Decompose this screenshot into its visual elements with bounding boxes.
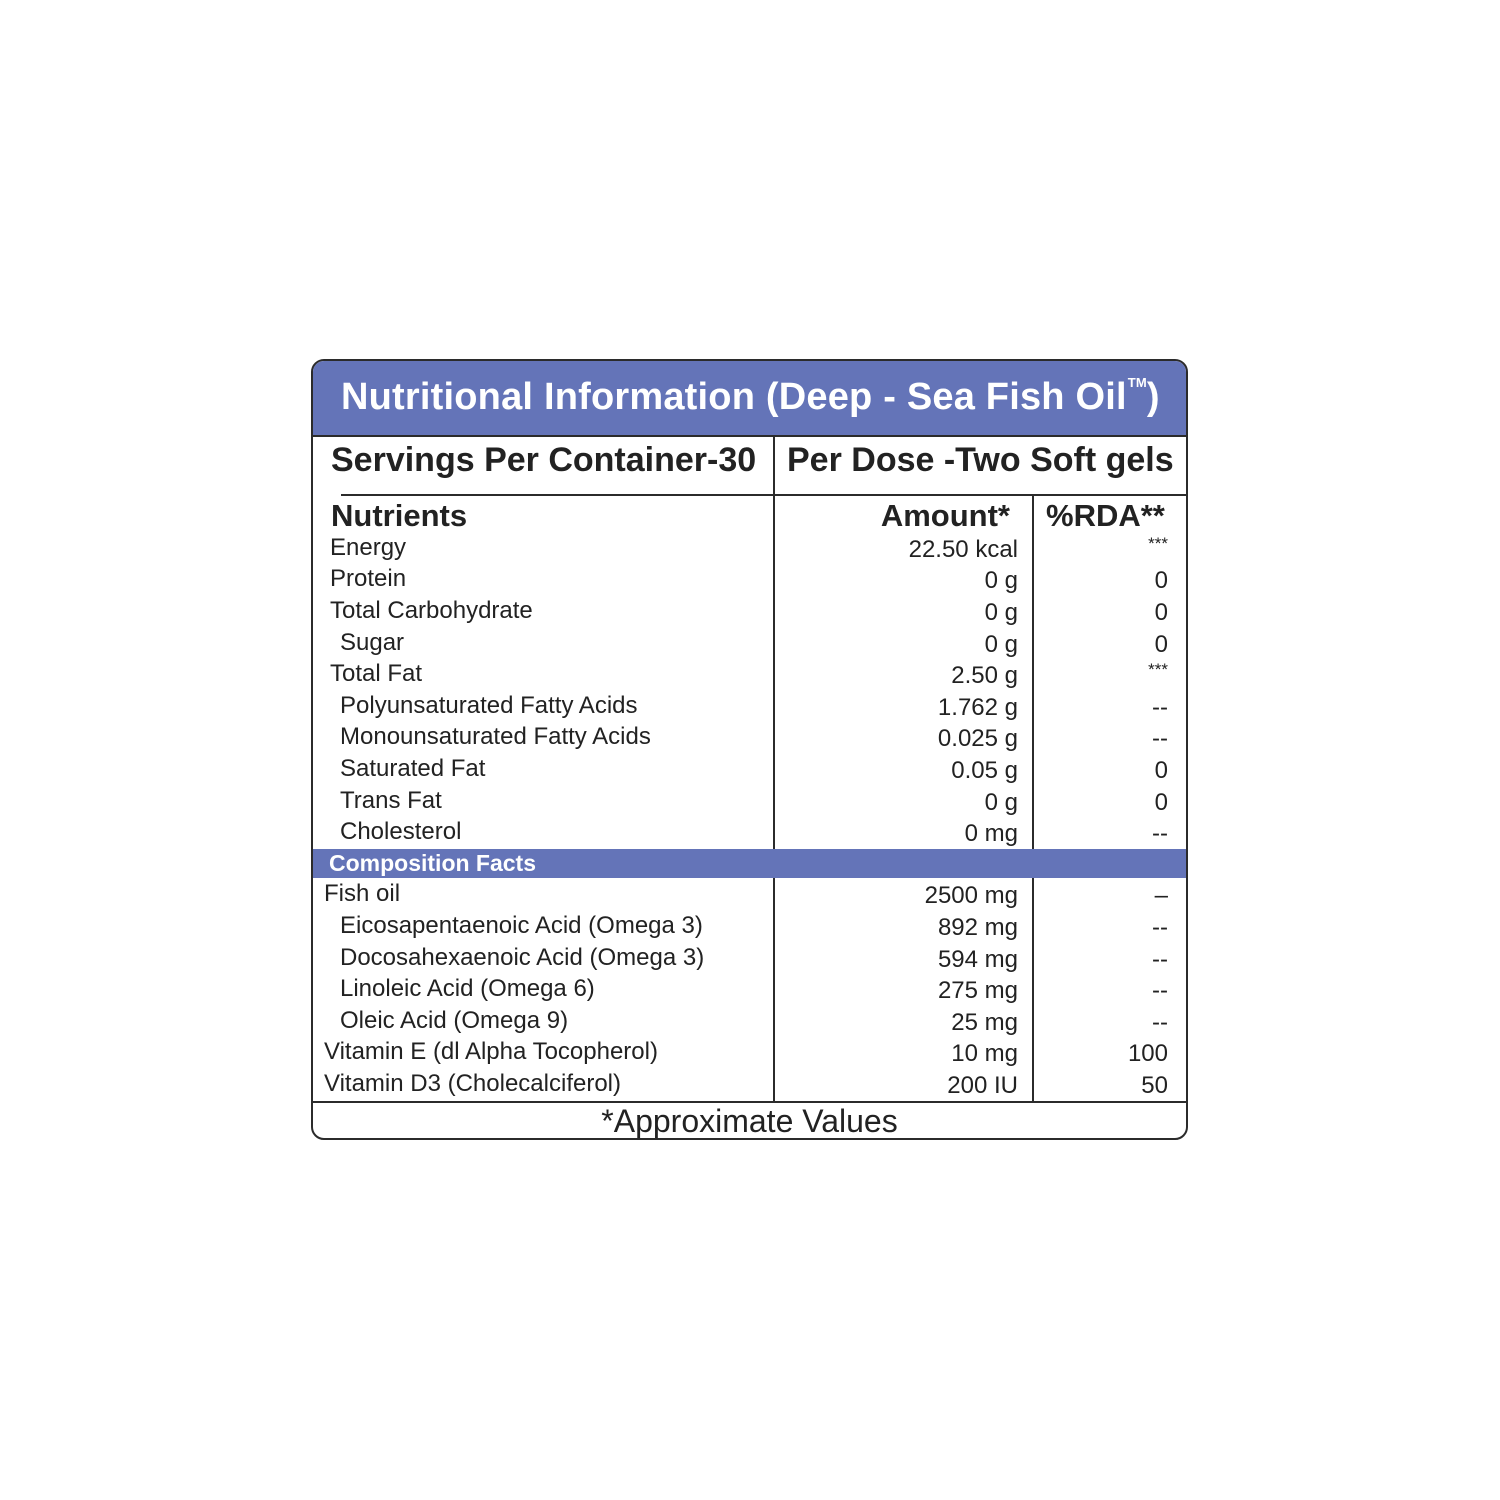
table-row bbox=[313, 817, 1186, 849]
nutrient-name: Total Fat bbox=[330, 660, 423, 687]
title-close: ) bbox=[1146, 376, 1160, 418]
nutrient-name: Total Carbohydrate bbox=[330, 597, 533, 624]
nutrient-amount: 2.50 g bbox=[951, 662, 1018, 689]
nutrient-name: Energy bbox=[330, 534, 407, 561]
nutrient-amount: 0 mg bbox=[964, 820, 1018, 847]
table-row bbox=[313, 596, 1186, 628]
nutrient-amount: 22.50 kcal bbox=[908, 536, 1018, 563]
composition-name: Docosahexaenoic Acid (Omega 3) bbox=[340, 944, 705, 971]
composition-facts-label: Composition Facts bbox=[329, 850, 537, 876]
composition-rda: -- bbox=[1152, 946, 1168, 973]
nutrient-name: Saturated Fat bbox=[340, 755, 486, 782]
table-row bbox=[313, 754, 1186, 786]
table-row bbox=[313, 628, 1186, 660]
nutrient-name: Trans Fat bbox=[340, 787, 442, 814]
amount-heading: Amount* bbox=[880, 498, 1010, 533]
composition-rda: 50 bbox=[1141, 1072, 1168, 1099]
composition-name: Linoleic Acid (Omega 6) bbox=[340, 975, 595, 1002]
nutrient-amount: 0 g bbox=[984, 567, 1018, 594]
title-main: Nutritional Information (Deep - Sea Fish Oil bbox=[341, 376, 1127, 418]
composition-rda: -- bbox=[1152, 977, 1168, 1004]
composition-amount: 275 mg bbox=[937, 977, 1018, 1004]
composition-rda: – bbox=[1154, 882, 1168, 909]
nutrition-panel bbox=[311, 359, 1188, 1140]
trademark-symbol: TM bbox=[1127, 375, 1147, 390]
rda-heading: %RDA** bbox=[1046, 498, 1165, 533]
footer-note: *Approximate Values bbox=[601, 1103, 898, 1139]
nutrient-rda: *** bbox=[1148, 660, 1168, 679]
nutrient-amount: 0 g bbox=[984, 789, 1018, 816]
nutrient-rda: 0 bbox=[1154, 789, 1168, 816]
table-row bbox=[313, 786, 1186, 818]
composition-name: Vitamin D3 (Cholecalciferol) bbox=[324, 1070, 621, 1097]
nutrient-amount: 0.05 g bbox=[951, 757, 1018, 784]
nutrients-heading: Nutrients bbox=[331, 498, 468, 533]
composition-name: Fish oil bbox=[324, 880, 401, 907]
nutrient-amount: 1.762 g bbox=[937, 694, 1018, 721]
nutrient-rda: -- bbox=[1152, 694, 1168, 721]
table-row bbox=[313, 564, 1186, 596]
nutrient-rda: 0 bbox=[1154, 757, 1168, 784]
table-row bbox=[313, 1069, 1186, 1101]
nutrient-name: Polyunsaturated Fatty Acids bbox=[340, 692, 638, 719]
nutrient-name: Sugar bbox=[340, 629, 405, 656]
table-row bbox=[313, 722, 1186, 754]
header-underline bbox=[341, 494, 1188, 496]
composition-name: Oleic Acid (Omega 9) bbox=[340, 1007, 569, 1034]
nutrient-name: Protein bbox=[330, 565, 407, 592]
table-row bbox=[313, 943, 1186, 975]
nutrient-amount: 0 g bbox=[984, 631, 1018, 658]
table-row bbox=[313, 691, 1186, 723]
table-row bbox=[313, 659, 1186, 691]
composition-facts-bar bbox=[313, 849, 1186, 878]
composition-amount: 892 mg bbox=[937, 914, 1018, 941]
nutrient-rda: -- bbox=[1152, 820, 1168, 847]
composition-name: Eicosapentaenoic Acid (Omega 3) bbox=[340, 912, 703, 939]
table-row bbox=[313, 1037, 1186, 1069]
nutrient-rda: 0 bbox=[1154, 567, 1168, 594]
composition-amount: 594 mg bbox=[937, 946, 1018, 973]
title-bar bbox=[313, 361, 1186, 437]
per-dose: Per Dose -Two Soft gels bbox=[787, 441, 1174, 479]
nutrient-rda: 0 bbox=[1154, 599, 1168, 626]
table-row bbox=[313, 911, 1186, 943]
composition-name: Vitamin E (dl Alpha Tocopherol) bbox=[324, 1038, 658, 1065]
composition-rda: -- bbox=[1152, 914, 1168, 941]
table-row bbox=[313, 533, 1186, 565]
composition-rda: 100 bbox=[1127, 1040, 1168, 1067]
nutrient-rda: -- bbox=[1152, 725, 1168, 752]
table-row bbox=[313, 879, 1186, 911]
nutrient-rda: 0 bbox=[1154, 631, 1168, 658]
composition-amount: 200 IU bbox=[947, 1072, 1018, 1099]
composition-rda: -- bbox=[1152, 1009, 1168, 1036]
nutrient-rda: *** bbox=[1148, 534, 1168, 553]
nutrient-amount: 0.025 g bbox=[937, 725, 1018, 752]
nutrient-amount: 0 g bbox=[984, 599, 1018, 626]
composition-amount: 2500 mg bbox=[924, 882, 1018, 909]
table-row bbox=[313, 974, 1186, 1006]
nutrient-name: Monounsaturated Fatty Acids bbox=[340, 723, 651, 750]
panel-title bbox=[341, 375, 1160, 419]
composition-amount: 25 mg bbox=[951, 1009, 1018, 1036]
nutrient-name: Cholesterol bbox=[340, 818, 462, 845]
composition-amount: 10 mg bbox=[951, 1040, 1018, 1067]
servings-per-container: Servings Per Container-30 bbox=[331, 441, 757, 479]
table-row bbox=[313, 1006, 1186, 1038]
